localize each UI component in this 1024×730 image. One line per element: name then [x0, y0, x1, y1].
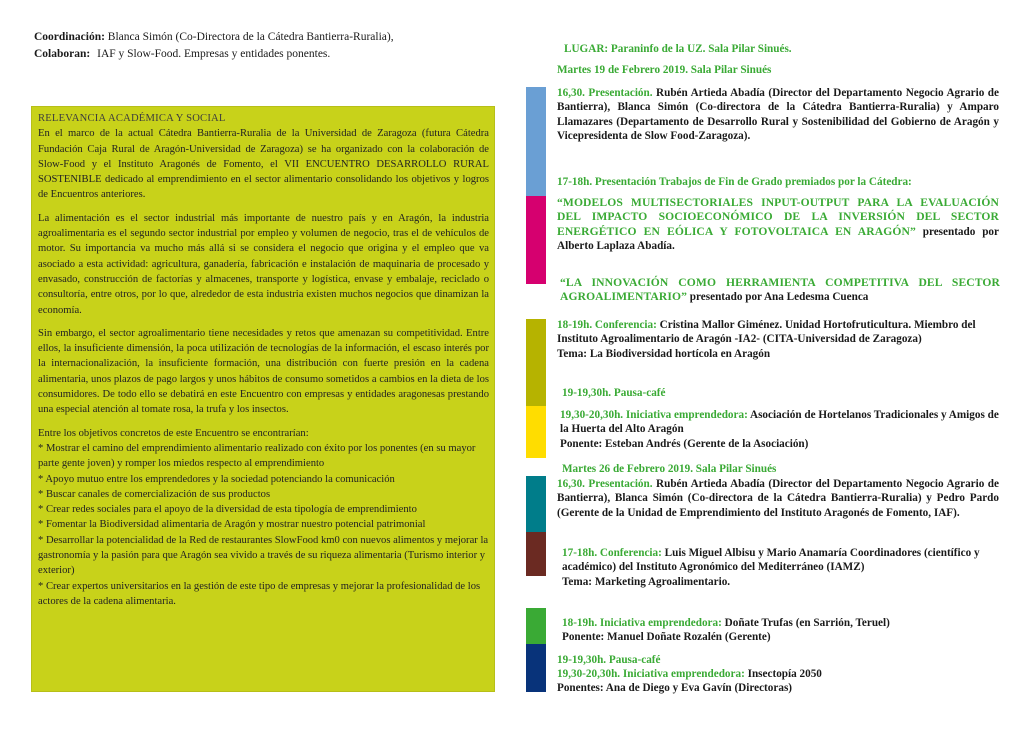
- color-bar-teal: [526, 476, 546, 532]
- tfg-title: “LA INNOVACIÓN COMO HERRAMIENTA COMPETITIVA DEL SECTOR AGROALIMENTARIO”: [560, 276, 1000, 304]
- session-speaker: Ponente: Esteban Andrés (Gerente de la Asociación): [560, 437, 809, 450]
- relevance-panel: [31, 106, 495, 692]
- session-speaker: Ponentes: Ana de Diego y Eva Gavín (Directoras): [557, 682, 793, 695]
- color-bar-blue: [526, 87, 546, 196]
- color-bar-white-2: [526, 576, 546, 608]
- tfg-author: presentado por Ana Ledesma Cuenca: [689, 291, 869, 304]
- color-bar-yellow: [526, 406, 546, 458]
- objective-item: * Mostrar el camino del emprendimiento alimentario realizado con éxito por los ponentes (en su mayor parte gente joven) y romper los miedos respecto al emprendimiento: [38, 442, 476, 470]
- session-text: Doñate Trufas (en Sarrión, Teruel): [724, 617, 890, 629]
- session-text: Luis Miguel Albisu y Mario Anamaría Coordinadores (científico y académico) del Instituto Agronómico del Mediterráneo (IAMZ): [562, 547, 980, 574]
- collaborators-line: [34, 47, 330, 61]
- venue-line: LUGAR: Paraninfo de la UZ. Sala Pilar Sinués.: [564, 43, 792, 55]
- tfg-author: presentado por Alberto Laplaza Abadía.: [557, 225, 999, 252]
- color-bar-brown: [526, 532, 546, 576]
- collaborators-label: Colaboran:: [34, 48, 91, 60]
- color-bar-navy: [526, 644, 546, 692]
- color-bar-olive: [526, 319, 546, 406]
- day1-session-presentation: [557, 86, 999, 143]
- collaborators-text: IAF y Slow-Food. Empresas y entidades ponentes.: [97, 48, 331, 60]
- day1-tfg-2: [560, 276, 1000, 305]
- day2-coffee-break: 19-19,30h. Pausa-café: [557, 654, 661, 666]
- session-time: 18-19h. Conferencia:: [557, 319, 657, 331]
- color-bar-green: [526, 608, 546, 644]
- day1-tfg-heading: 17-18h. Presentación Trabajos de Fin de Grado premiados por la Cátedra:: [557, 176, 912, 188]
- day2-conference: [562, 546, 1004, 589]
- day2-session-presentation: [557, 477, 999, 520]
- coordination-label: Coordinación:: [34, 31, 105, 43]
- session-time: 18-19h. Iniciativa emprendedora:: [562, 617, 722, 629]
- session-time: 16,30. Presentación.: [557, 87, 653, 99]
- panel-paragraph-2: La alimentación es el sector industrial más importante de nuestro país y en Aragón, la industria agroalimentaria es el segundo sector industrial por empleo y volumen de negocio, tras el de vehículos de motor. Su importancia va mucho más allá si se considera el negocio que origina y el empleo que va asociado a esta actividad: agricultura, ganadería, fabricación e instalación de maquinaria de procesado y envasado, construcción de factorías y almacenes, transporte y logística, envase y embalaje, reciclado o consultoría, entre otros, por lo que, alrededor de esta industria existen muchos negocios que dinamizan la economía.: [38, 212, 489, 316]
- day1-coffee-break: 19-19,30h. Pausa-café: [562, 387, 666, 399]
- day2-heading: Martes 26 de Febrero 2019. Sala Pilar Sinués: [562, 463, 777, 475]
- day1-conference: [557, 318, 999, 361]
- coordination-text: Blanca Simón (Co-Directora de la Cátedra Bantierra-Ruralia),: [107, 31, 394, 43]
- session-text: Rubén Artieda Abadía (Director del Departamento Negocio Agrario de Bantierra), Blanca Simón (Co-directora de la Cátedra Bantierra-Ruralia) y Pedro Pardo (Gerente de la Unidad de Emprendimiento del Instituto Aragonés de Fomento, IAF).: [557, 478, 999, 519]
- objective-item: * Buscar canales de comercialización de sus productos: [38, 488, 271, 500]
- session-text: Cristina Mallor Giménez. Unidad Hortofruticultura. Miembro del Instituto Agroalimentario de Aragón -IA2- (CITA-Universidad de Zaragoza): [557, 319, 976, 346]
- session-topic: Tema: Marketing Agroalimentario.: [562, 575, 731, 588]
- objectives-intro: Entre los objetivos concretos de este Encuentro se encontrarían:: [38, 427, 309, 439]
- panel-paragraph-3: Sin embargo, el sector agroalimentario tiene necesidades y retos que amenazan su competitividad. Entre ellos, la insuficiente dimensión, la poca utilización de tecnologías de la información, el escaso interés por la internacionalización, la insuficiente formación, una distribución con fuerte presión en la cadena alimentaria, unos plazos de pago largos y unos hábitos de consumo sometidos a cambios en la dieta de los consumidores. De todo ello se debatirá en este Encuentro con empresas y entidades aragonesas prestando una especial atención al tomate rosa, la trufa y los insectos.: [38, 327, 489, 416]
- objective-item: * Apoyo mutuo entre los emprendedores y la sociedad potenciando la comunicación: [38, 473, 395, 485]
- day1-heading: Martes 19 de Febrero 2019. Sala Pilar Sinués: [557, 64, 772, 76]
- session-time: 16,30. Presentación.: [557, 478, 653, 490]
- objective-item: * Desarrollar la potencialidad de la Red de restaurantes SlowFood km0 con nuevos alimentos y mejorar la gastronomía y la pasión para que Aragón sea vivido a través de su riqueza alimentaria (Turismo interior y exterior): [38, 534, 489, 577]
- session-time: 19,30-20,30h. Iniciativa emprendedora:: [557, 668, 745, 680]
- session-speaker: Ponente: Manuel Doñate Rozalén (Gerente): [562, 631, 771, 644]
- coordination-line: [34, 30, 394, 44]
- color-bar-white: [526, 284, 546, 319]
- panel-paragraph-1: En el marco de la actual Cátedra Bantierra-Ruralia de la Universidad de Zaragoza (futura Cátedra Fundación Caja Rural de Aragón-Universidad de Zaragoza) se ha organizado con la colaboración de Slow-Food y el Instituto Aragonés de Fomento, el VII ENCUENTRO DESARROLLO RURAL SOSTENIBLE dedicado al emprendimiento en el sector alimentario consolidando los objetivos y logros de Encuentros anteriores.: [38, 128, 489, 201]
- session-topic: Tema: La Biodiversidad hortícola en Aragón: [557, 347, 771, 360]
- session-text: Rubén Artieda Abadía (Director del Departamento Negocio Agrario de Bantierra), Blanca Simón (Co-directora de la Cátedra Bantierra-Ruralia) y Amparo Llamazares (Departamento de Desarrollo Rural y Sostenibilidad del Gobierno de Aragón y Vicepresidenta de Slow Food-Zaragoza).: [557, 87, 999, 142]
- panel-title: RELEVANCIA ACADÉMICA Y SOCIAL: [38, 113, 226, 124]
- day2-entrepreneur-1: [562, 616, 1004, 645]
- session-text: Asociación de Hortelanos Tradicionales y Amigos de la Huerta del Alto Aragón: [560, 409, 999, 436]
- session-text: Insectopía 2050: [747, 668, 822, 680]
- color-bar-magenta: [526, 196, 546, 284]
- day2-entrepreneur-2: [557, 667, 999, 696]
- objective-item: * Fomentar la Biodiversidad alimentaria de Aragón y mostrar nuestro potencial patrimonial: [38, 519, 426, 531]
- objective-item: * Crear redes sociales para el apoyo de la diversidad de esta tipología de emprendimiento: [38, 504, 417, 516]
- session-time: 17-18h. Conferencia:: [562, 547, 662, 559]
- session-time: 19,30-20,30h. Iniciativa emprendedora:: [560, 409, 748, 421]
- day1-tfg-1: [557, 196, 999, 253]
- day1-entrepreneur: [560, 408, 1002, 451]
- objective-item: * Crear expertos universitarios en la gestión de este tipo de empresas y mejorar la profesionalidad de los actores de la cadena alimentaria.: [38, 580, 481, 607]
- tfg-title: “MODELOS MULTISECTORIALES INPUT-OUTPUT PARA LA EVALUACIÓN DEL IMPACTO SOCIOECONÓMICO DE LA INVERSIÓN DEL SECTOR ENERGÉTICO EN EÓLICA Y FOTOVOLTAICA EN ARAGÓN”: [557, 196, 999, 238]
